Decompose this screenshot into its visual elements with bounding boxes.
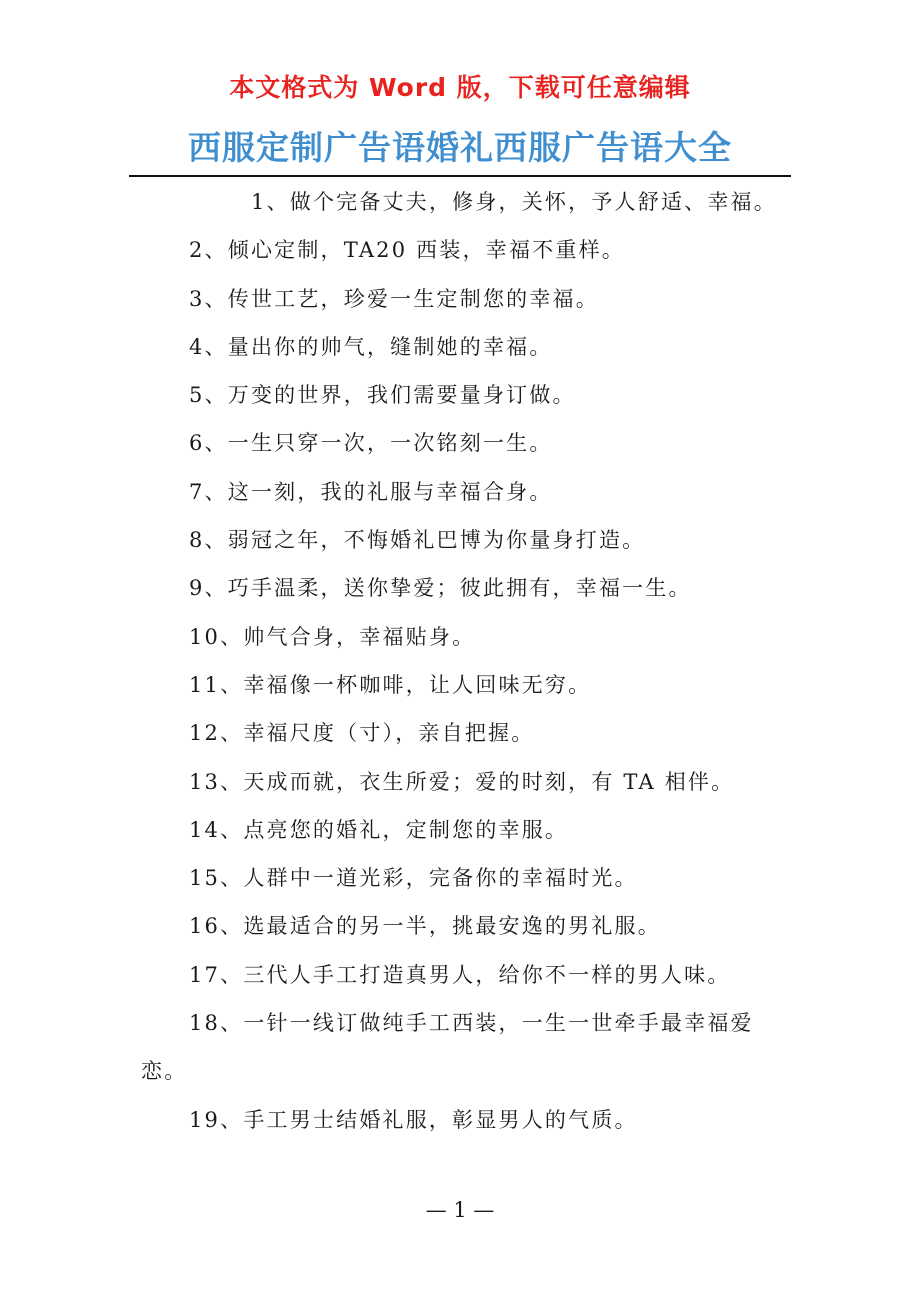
download-notice: 本文格式为 Word 版，下载可任意编辑 [229, 73, 691, 102]
paragraph: 8、弱冠之年，不悔婚礼巴博为你量身打造。 [189, 528, 646, 553]
paragraph: 11、幸福像一杯咖啡，让人回味无穷。 [189, 672, 592, 697]
paragraph: 12、幸福尺度（寸），亲自把握。 [189, 721, 535, 746]
paragraph: 2、倾心定制，TA20 西装，幸福不重样。 [189, 238, 625, 263]
paragraph: 5、万变的世界，我们需要量身订做。 [189, 383, 576, 408]
paragraph: 18、一针一线订做纯手工西装，一生一世牵手最幸福爱恋。 [141, 1011, 754, 1084]
document-body [141, 178, 786, 1144]
paragraph: 10、帅气合身，幸福贴身。 [189, 624, 476, 649]
paragraph: 3、传世工艺，珍爱一生定制您的幸福。 [189, 286, 599, 311]
document-title: 西服定制广告语婚礼西服广告语大全 [188, 128, 732, 167]
paragraph: 14、点亮您的婚礼，定制您的幸服。 [189, 817, 569, 842]
paragraph: 15、人群中一道光彩，完备你的幸福时光。 [189, 866, 638, 891]
paragraph: 4、量出你的帅气，缝制她的幸福。 [189, 334, 553, 359]
page-number: — 1 — [425, 1198, 495, 1222]
paragraph: 9、巧手温柔，送你挚爱；彼此拥有，幸福一生。 [189, 576, 692, 601]
paragraph: 7、这一刻，我的礼服与幸福合身。 [189, 479, 553, 504]
paragraph: 13、天成而就，衣生所爱；爱的时刻，有 TA 相伴。 [189, 769, 735, 794]
title-divider [129, 175, 791, 177]
paragraph: 1、做个完备丈夫，修身，关怀，予人舒适、幸福。 [251, 190, 777, 214]
paragraph: 6、一生只穿一次，一次铭刻一生。 [189, 431, 553, 456]
paragraph: 19、手工男士结婚礼服，彰显男人的气质。 [189, 1107, 638, 1132]
paragraph: 17、三代人手工打造真男人，给你不一样的男人味。 [189, 962, 731, 987]
paragraph: 16、选最适合的另一半，挑最安逸的男礼服。 [189, 914, 661, 939]
